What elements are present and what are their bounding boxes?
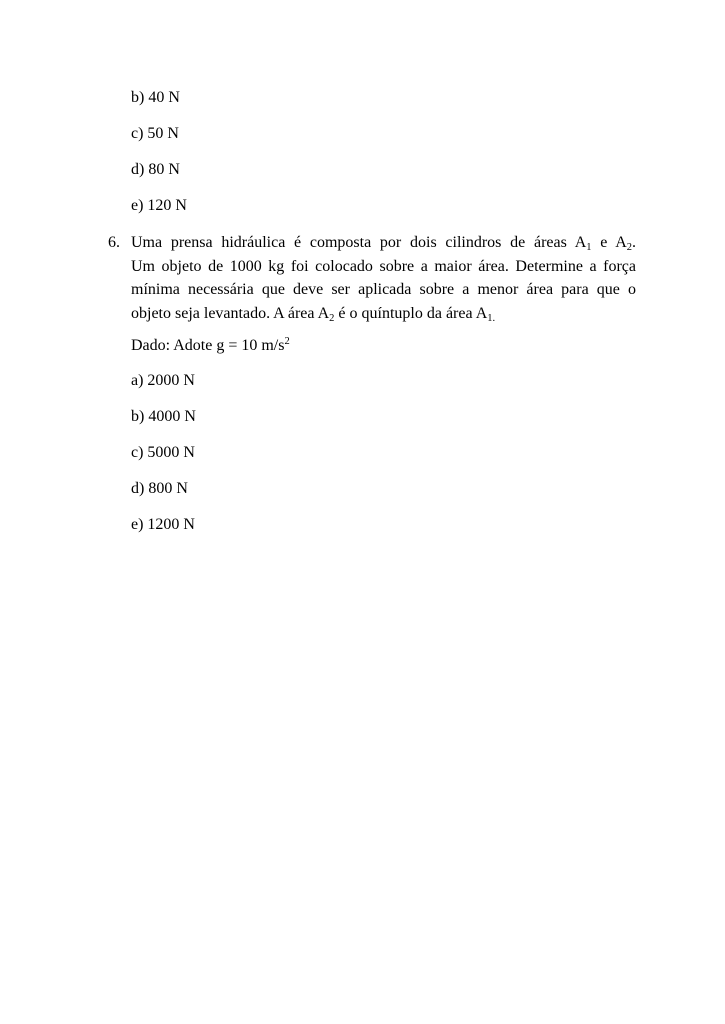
option-b: b) 4000 N — [131, 408, 196, 425]
question-text — [131, 231, 636, 325]
question-line-1: Uma prensa hidráulica é composta por dois cilindros de áreas $A_1$ e $A_2$. — [131, 234, 636, 253]
prev-option-d: d) 80 N — [131, 161, 180, 178]
prev-option-e: e) 120 N — [131, 197, 187, 214]
prev-option-c: c) 50 N — [131, 125, 179, 142]
question-line-2: Um objeto de 1000 kg foi colocado sobre a maior área. Determine a força — [131, 257, 636, 275]
question-number: 6. — [108, 234, 120, 251]
option-c: c) 5000 N — [131, 444, 195, 461]
option-e: e) 1200 N — [131, 516, 195, 533]
given-data: Dado: Adote g = 10 $m/s^2$ — [131, 336, 290, 354]
option-d: d) 800 N — [131, 480, 188, 497]
prev-option-b: b) 40 N — [131, 89, 180, 106]
question-line-4: objeto seja levantado. A área $A_2$ é o quíntuplo da área $A_{1.}$ — [131, 304, 496, 324]
option-a: a) 2000 N — [131, 372, 195, 389]
question-line-3: mínima necessária que deve ser aplicada sobre a menor área para que o — [131, 281, 636, 298]
